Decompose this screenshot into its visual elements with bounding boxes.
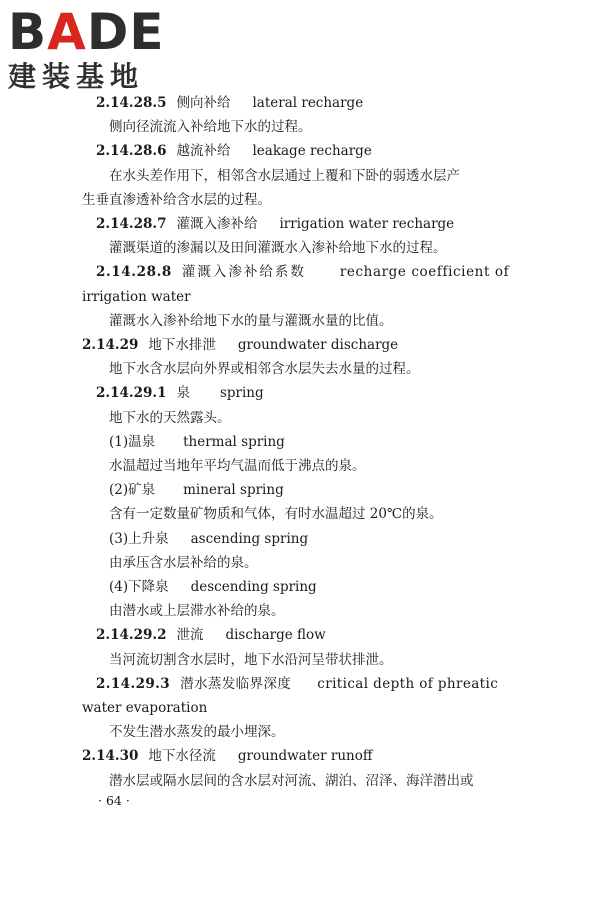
entry-definition-continued: 生垂直渗透补给含水层的过程。: [82, 191, 271, 208]
spring-definition: 含有一定数量矿物质和气体，有时水温超过 20℃的泉。: [109, 506, 443, 523]
entry-term-en: groundwater runoff: [237, 748, 373, 765]
bade-watermark-logo: [8, 3, 178, 94]
entry-2-14-30: [82, 744, 502, 768]
spring-type-thermal: [82, 430, 502, 454]
entry-2-14-29-3: [82, 672, 502, 696]
entry-term-cn: 越流补给: [176, 143, 231, 160]
document-body: [82, 91, 510, 793]
entry-number: 2.14.28.7: [96, 216, 167, 233]
entry-definition: 地下水含水层向外界或相邻含水层失去水量的过程。: [109, 361, 420, 378]
page-number: · 64 ·: [98, 793, 130, 808]
watermark-subtitle: 建装基地: [8, 60, 145, 93]
entry-number: 2.14.28.8: [96, 264, 172, 281]
entry-definition: 不发生潜水蒸发的最小埋深。: [109, 724, 285, 741]
spring-label-en: ascending spring: [190, 530, 309, 547]
watermark-letter-a: A: [47, 3, 87, 61]
entry-term-en-continued: irrigation water: [82, 288, 191, 305]
entry-number: 2.14.30: [82, 748, 139, 765]
entry-number: 2.14.29.1: [96, 385, 167, 402]
entry-definition: 地下水的天然露头。: [109, 409, 231, 426]
entry-term-en: leakage recharge: [252, 143, 372, 160]
entry-number: 2.14.29.2: [96, 627, 167, 644]
watermark-letters-de: DE: [86, 3, 165, 61]
watermark-brand: [8, 3, 178, 61]
entry-number: 2.14.28.6: [96, 143, 167, 160]
entry-term-en: groundwater discharge: [237, 337, 399, 354]
entry-term-en: irrigation water recharge: [279, 216, 455, 233]
spring-label-cn: (2)矿泉: [109, 482, 156, 499]
spring-type-descending: [82, 575, 502, 599]
entry-term-cn: 泄流: [176, 627, 204, 644]
spring-definition: 由承压含水层补给的泉。: [109, 554, 258, 571]
spring-label-cn: (1)温泉: [109, 433, 156, 450]
spring-label-cn: (4)下降泉: [109, 579, 169, 596]
entry-term-cn: 灌溉入渗补给系数: [181, 264, 306, 281]
entry-definition: 当河流切割含水层时，地下水沿河呈带状排泄。: [109, 651, 393, 668]
entry-2-14-28-8: [82, 260, 510, 284]
entry-definition: 在水头差作用下，相邻含水层通过上覆和下卧的弱透水层产: [109, 167, 460, 184]
entry-definition: 潜水层或隔水层间的含水层对河流、湖泊、沼泽、海洋潜出或: [109, 772, 474, 789]
entry-definition: 侧向径流流入补给地下水的过程。: [109, 119, 312, 136]
entry-number: 2.14.29: [82, 337, 139, 354]
entry-term-cn: 潜水蒸发临界深度: [180, 675, 292, 692]
spring-label-en: thermal spring: [183, 433, 285, 450]
spring-label-cn: (3)上升泉: [109, 530, 169, 547]
entry-term-en: recharge coefficient of: [339, 264, 510, 281]
entry-term-en: critical depth of phreatic: [317, 675, 499, 692]
entry-term-en: lateral recharge: [252, 95, 364, 111]
entry-2-14-28-6: [82, 139, 502, 163]
spring-type-mineral: [82, 478, 502, 502]
entry-2-14-28-5: [82, 91, 502, 115]
spring-type-ascending: [82, 527, 502, 551]
spring-definition: 由潜水或上层滞水补给的泉。: [109, 603, 285, 620]
entry-2-14-29-2: [82, 623, 502, 647]
entry-term-en: discharge flow: [225, 627, 326, 644]
entry-2-14-29-1: [82, 381, 502, 405]
entry-2-14-29: [82, 333, 502, 357]
entry-term-en: spring: [219, 385, 264, 402]
entry-term-cn: 地下水径流: [148, 748, 216, 765]
spring-label-en: descending spring: [190, 579, 317, 596]
entry-definition: 灌溉渠道的渗漏以及田间灌溉水入渗补给地下水的过程。: [109, 240, 447, 257]
entry-2-14-28-7: [82, 212, 502, 236]
spring-definition: 水温超过当地年平均气温而低于沸点的泉。: [109, 458, 366, 475]
entry-term-cn: 侧向补给: [176, 95, 231, 111]
entry-definition: 灌溉水入渗补给地下水的量与灌溉水量的比值。: [109, 312, 393, 329]
entry-number: 2.14.29.3: [96, 675, 171, 692]
entry-number: 2.14.28.5: [96, 95, 167, 111]
entry-term-cn: 灌溉入渗补给: [176, 216, 258, 233]
entry-term-cn: 泉: [176, 385, 190, 402]
spring-label-en: mineral spring: [183, 482, 284, 499]
entry-term-en-continued: water evaporation: [82, 700, 208, 717]
entry-term-cn: 地下水排泄: [148, 337, 216, 354]
watermark-letter-b: B: [8, 3, 48, 61]
